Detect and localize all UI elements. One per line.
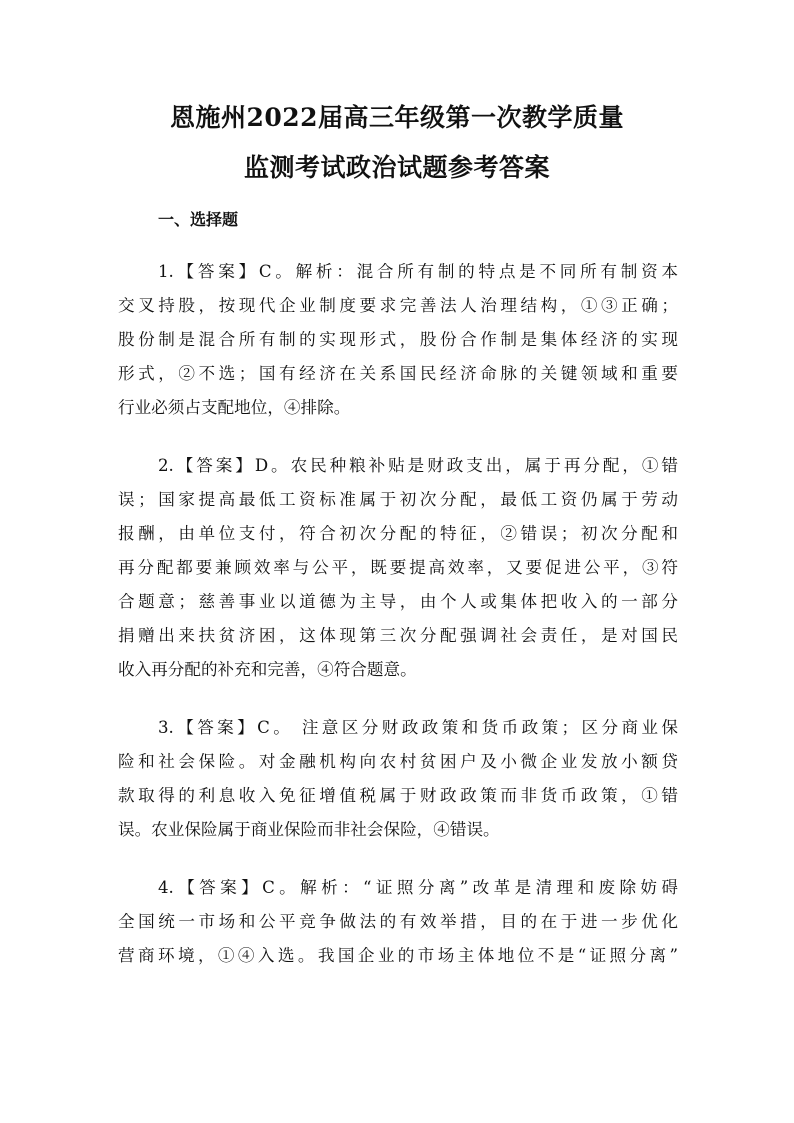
answer-2-line-4: 再分配都要兼顾效率与公平，既要提高效率，又要促进公平，③符 [118,558,678,577]
answer-3-line-2: 险和社会保险。对金融机构向农村贫困户及小微企业发放小额贷 [118,752,678,771]
document-title-line-1: 恩施州2022届高三年级第一次教学质量 [169,103,625,132]
answer-3-line-4: 误。农业保险属于商业保险而非社会保险，④错误。 [118,820,500,839]
answer-1-line-4: 形式，②不选；国有经济在关系国民经济命脉的关键领域和重要 [118,364,678,383]
answer-2-line-5: 合题意；慈善事业以道德为主导，由个人或集体把收入的一部分 [118,592,678,611]
answer-4-line-1: 4.【答案】C。解析：“证照分离”改革是清理和废除妨碍 [158,878,678,897]
document-title-line-2: 监测考试政治试题参考答案 [243,153,550,182]
answer-1-line-5: 行业必须占支配地位，④排除。 [118,398,351,417]
answer-2-line-2: 误；国家提高最低工资标准属于初次分配，最低工资仍属于劳动 [118,490,678,509]
answer-3-line-3: 款取得的利息收入免征增值税属于财政政策而非货币政策，①错 [118,786,678,805]
answer-1-line-3: 股份制是混合所有制的实现形式，股份合作制是集体经济的实现 [118,330,678,349]
answer-2-line-1: 2.【答案】D。农民种粮补贴是财政支出，属于再分配，①错 [158,456,678,475]
answer-3-line-1: 3.【答案】C。 注意区分财政政策和货币政策；区分商业保 [158,718,678,737]
answer-2-line-3: 报酬，由单位支付，符合初次分配的特征，②错误；初次分配和 [118,524,678,543]
answer-4-line-3: 营商环境，①④入选。我国企业的市场主体地位不是“证照分离” [118,946,678,965]
answer-2-line-6: 捐赠出来扶贫济困，这体现第三次分配强调社会责任，是对国民 [118,626,678,645]
answer-4-line-2: 全国统一市场和公平竞争做法的有效举措，目的在于进一步优化 [118,912,678,931]
answer-1-line-1: 1.【答案】C。解析：混合所有制的特点是不同所有制资本 [158,262,678,281]
answer-1-line-2: 交叉持股，按现代企业制度要求完善法人治理结构，①③正确； [118,296,678,315]
section-heading: 一、选择题 [158,210,239,229]
answer-2-line-7: 收入再分配的补充和完善，④符合题意。 [118,660,417,679]
